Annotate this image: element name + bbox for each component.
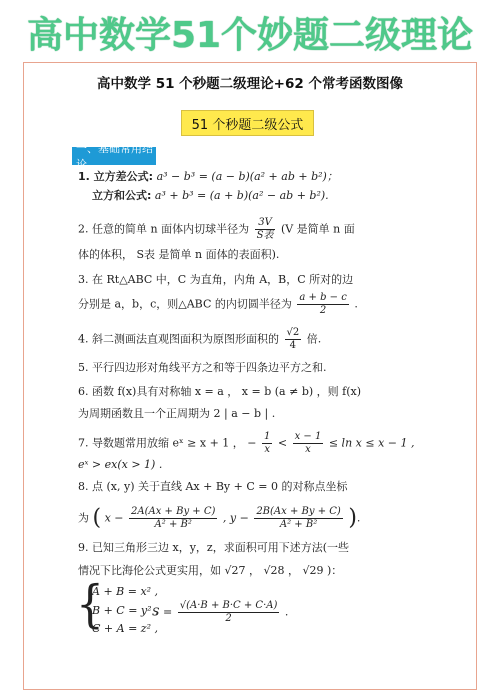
item-6-line1: 6. 函数 f(x)具有对称轴 x = a ， x = b (a ≠ b) ，则 f(x) <box>78 385 362 398</box>
item-3-fraction <box>297 292 348 317</box>
item-6-line2: 为周期函数且一个正周期为 2 | a − b | . <box>78 407 276 420</box>
item-7-post: ≤ ln x ≤ x − 1 , <box>328 436 415 450</box>
item-9-area <box>152 600 288 625</box>
item-2-num: 3V <box>255 217 276 230</box>
page-subtitle: 高中数学 51 个秒题二级理论+62 个常考函数图像 <box>97 76 403 92</box>
item-2-line2: 体的体积， S表 是简单 n 面体的表面积). <box>78 248 280 261</box>
item-8-x: x − <box>104 511 124 525</box>
item-4-fraction <box>285 327 302 352</box>
item-8-fraction-2 <box>254 506 343 531</box>
item-8-line1: 8. 点 (x, y) 关于直线 Ax + By + C = 0 的对称点坐标 <box>78 480 348 493</box>
item-8-f2-num: 2B(Ax + By + C) <box>256 506 341 517</box>
item-7-fraction-1 <box>262 431 272 456</box>
item-3-line2 <box>78 292 358 317</box>
item-8-post: . <box>356 511 361 525</box>
item-2-line1 <box>78 217 355 242</box>
item-8-f1-den: A² + B² <box>154 519 192 530</box>
item-8-text: 为 <box>78 511 89 525</box>
item-3-post: . <box>354 297 358 311</box>
item-7-line2: eˣ > ex(x > 1) . <box>78 458 163 471</box>
item-3-line1: 3. 在 Rt△ABC 中，C 为直角，内角 A，B，C 所对的边 <box>78 273 354 286</box>
item-1a-label: 1. 立方差公式: <box>78 170 154 183</box>
item-9-s: S = <box>152 605 173 619</box>
item-7-f2-den: x <box>305 444 311 455</box>
item-9-fraction <box>178 600 280 625</box>
item-7-f2-num: x − 1 <box>294 431 322 442</box>
item-9-eq1: A + B = x² , <box>92 585 159 598</box>
item-9-eq3: C + A = z² , <box>92 622 158 635</box>
item-7-f1-den: x <box>264 444 270 455</box>
item-2-fraction <box>255 217 276 242</box>
item-4-post: 倍. <box>306 332 322 346</box>
item-3-text: 分别是 a，b，c，则△ABC 的内切圆半径为 <box>78 297 292 311</box>
item-7-lt: < <box>277 436 288 450</box>
item-8-f1-num: 2A(Ax + By + C) <box>131 506 216 517</box>
item-8-f2-den: A² + B² <box>279 519 318 530</box>
item-9-s-num: √(A·B + B·C + C·A) <box>179 600 278 611</box>
item-1b-formula: a³ + b³ = (a + b)(a² − ab + b²). <box>154 189 329 202</box>
item-9-s-den: 2 <box>225 613 232 624</box>
item-9-line1: 9. 已知三角形三边 x，y，z，求面积可用下述方法(一些 <box>78 541 349 554</box>
item-7-text: 7. 导数题常用放缩 eˣ ≥ x + 1 ， − <box>78 436 257 450</box>
item-4-text: 4. 斜二测画法直观图面积为原图形面积的 <box>78 332 279 346</box>
item-4-num: √2 <box>286 327 300 338</box>
item-4-den: 4 <box>289 340 297 351</box>
system-brace: { <box>76 575 104 634</box>
item-5: 5. 平行四边形对角线平方之和等于四条边平方之和. <box>78 361 327 374</box>
item-9-line2: 情况下比海伦公式更实用，如 √27 ， √28 ， √29 )： <box>78 564 343 577</box>
item-7-line1 <box>78 431 414 456</box>
item-7-f1-num: 1 <box>264 431 271 442</box>
item-1-difference <box>78 170 338 184</box>
section-heading: 一、基础常用结论 <box>72 147 156 165</box>
item-2-post: (V 是简单 n 面 <box>280 222 355 236</box>
item-3-den: 2 <box>319 305 327 316</box>
item-7-fraction-2 <box>293 431 324 456</box>
item-4 <box>78 327 321 352</box>
item-2-den: S表 <box>256 230 274 241</box>
item-8-fraction-1 <box>129 506 217 531</box>
item-1b-label: 立方和公式: <box>92 189 152 202</box>
item-1-sum <box>92 189 329 203</box>
banner-title <box>0 0 500 64</box>
banner-text: 高中数学51个妙题二级理论 <box>26 14 474 56</box>
item-2-text: 2. 任意的简单 n 面体内切球半径为 <box>78 222 250 236</box>
item-8-line2: 为 ( x − $\frac{2A(Ax + By + C)}{\text{A² + B²}}$ , y − $\frac{2B(Ax + By + C)}{\text{A² + B²}}$ ). <box>78 505 361 531</box>
item-9-s-post: . <box>284 605 289 619</box>
item-1a-formula: a³ − b³ = (a − b)(a² + ab + b²)； <box>156 170 338 183</box>
formula-box-title: 51 个秒题二级公式 <box>181 110 314 136</box>
item-3-num: a + b − c <box>299 292 347 303</box>
item-8-y: , y − <box>222 511 249 525</box>
item-9-eq2: B + C = y² , <box>92 604 159 617</box>
